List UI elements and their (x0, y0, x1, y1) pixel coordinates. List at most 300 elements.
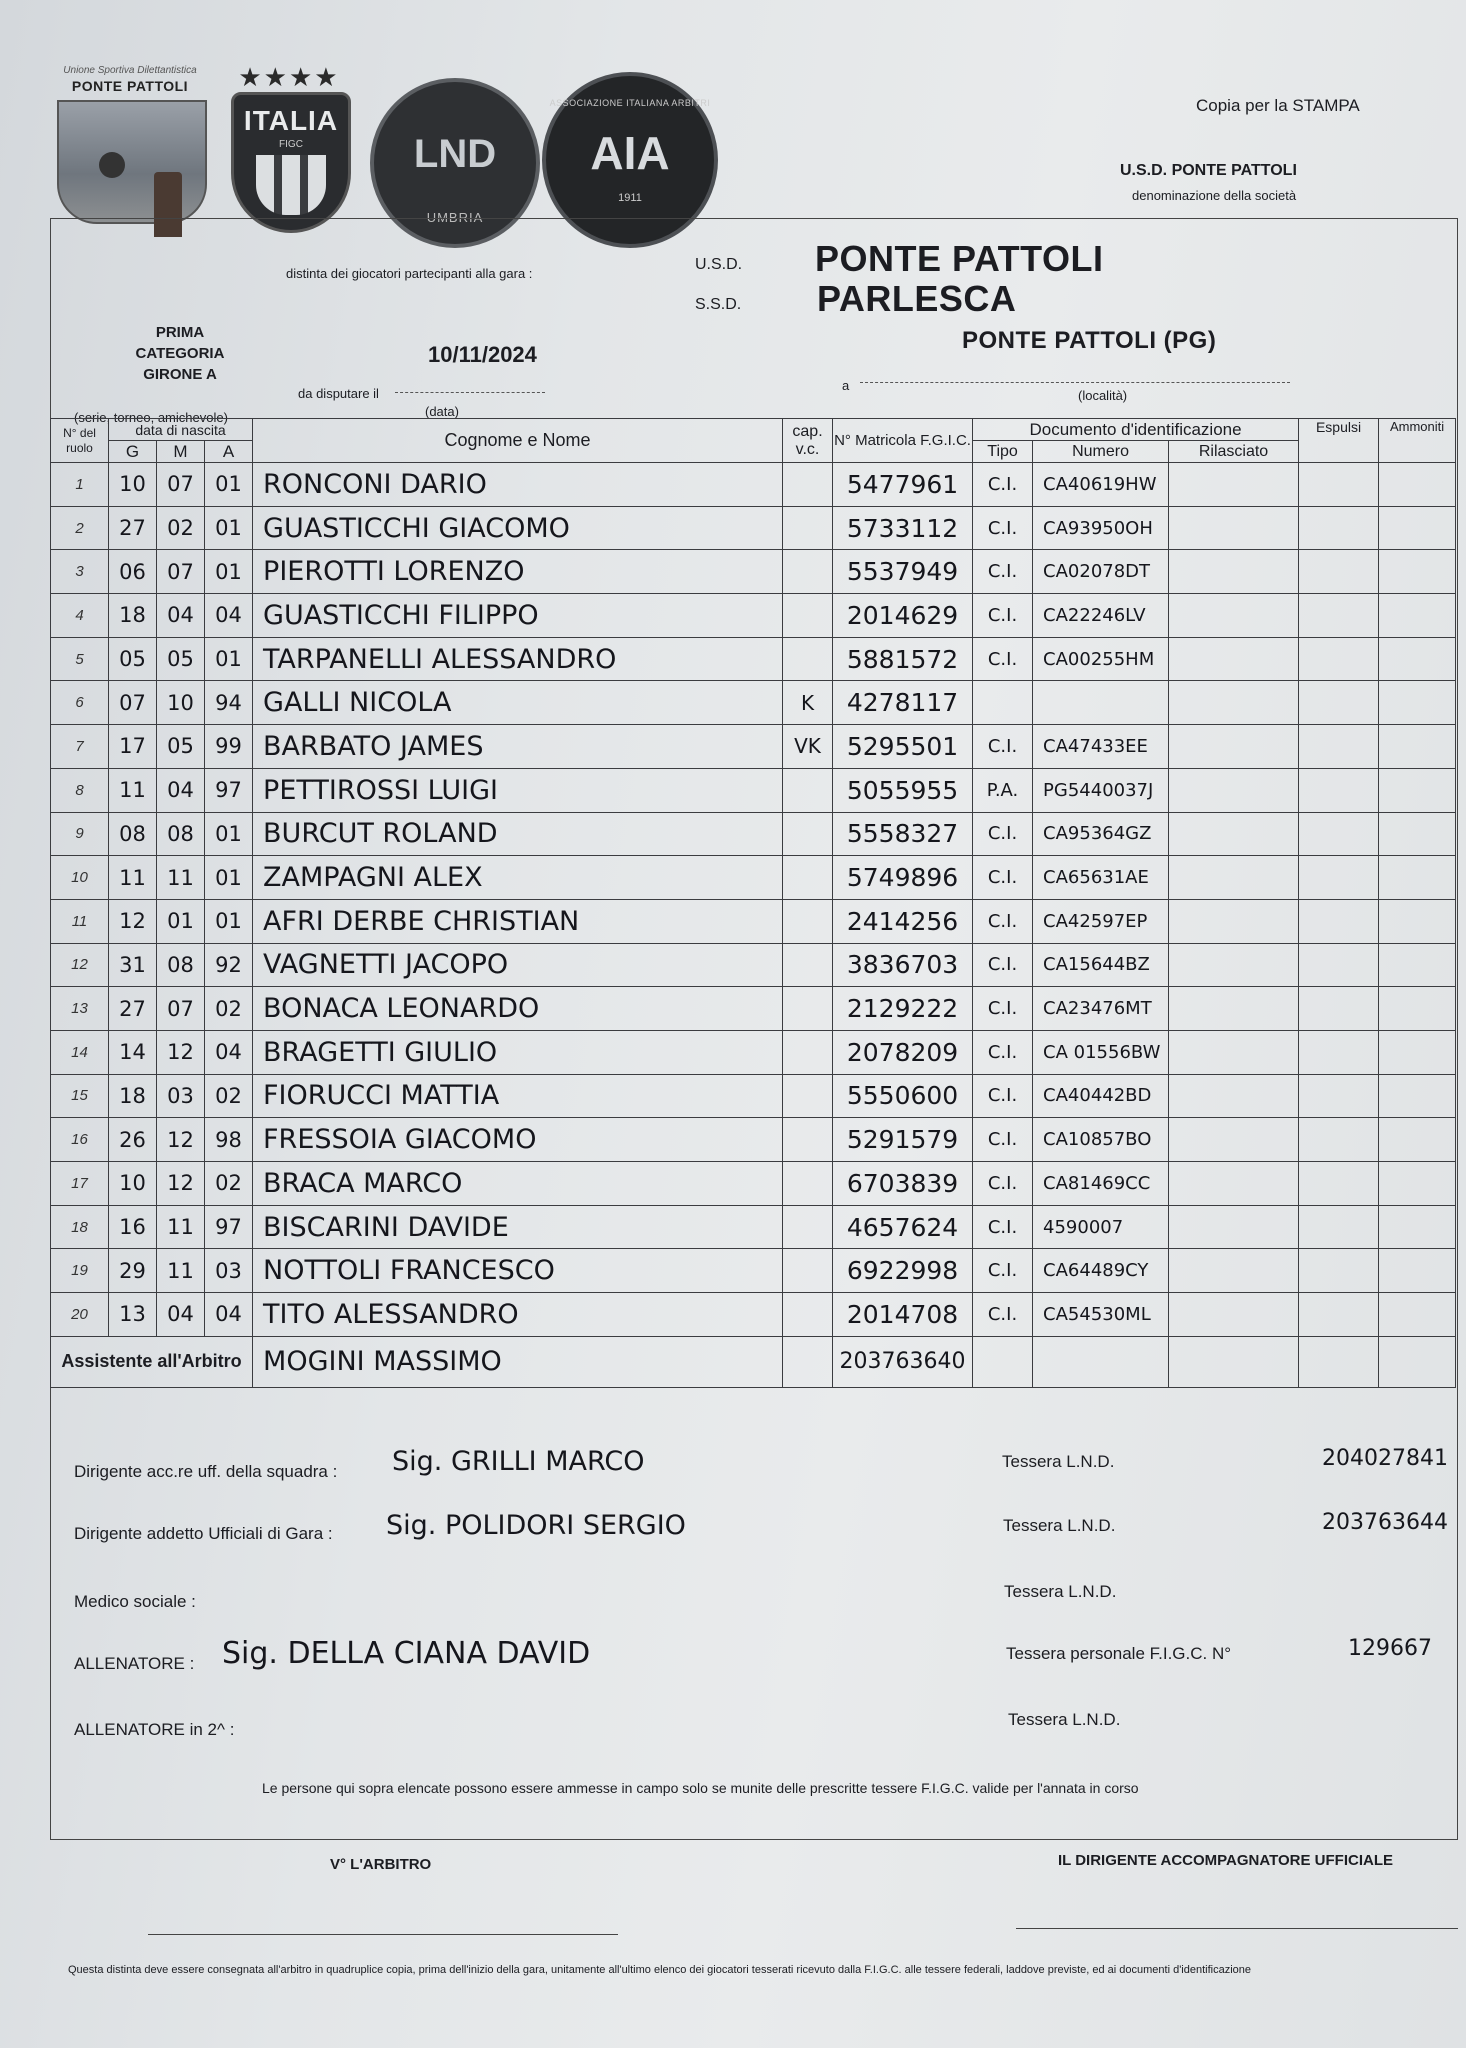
captain-mark: K (783, 681, 833, 725)
player-number: 7 (51, 725, 109, 769)
birth-month: 05 (157, 725, 205, 769)
birth-month: 07 (157, 550, 205, 594)
birth-month: 07 (157, 463, 205, 507)
rilasciato-cell (1169, 1030, 1299, 1074)
rilasciato-cell (1169, 943, 1299, 987)
table-row (51, 681, 1456, 725)
captain-mark (783, 943, 833, 987)
society-name: U.S.D. PONTE PATTOLI (1120, 162, 1297, 179)
player-name: BISCARINI DAVIDE (253, 1205, 783, 1249)
doc-type: C.I. (973, 1162, 1033, 1206)
birth-year: 04 (205, 1030, 253, 1074)
assistant-label: Assistente all'Arbitro (51, 1336, 253, 1387)
birth-year: 99 (205, 725, 253, 769)
matricola: 5537949 (833, 550, 973, 594)
matricola: 5881572 (833, 637, 973, 681)
player-number: 14 (51, 1030, 109, 1074)
col-header-numero: Numero (1033, 441, 1169, 463)
rilasciato-cell (1169, 725, 1299, 769)
doc-number: 4590007 (1033, 1205, 1169, 1249)
col-header-m: M (157, 441, 205, 463)
home-team: PONTE PATTOLI (815, 238, 1104, 279)
espulsi-cell (1299, 1074, 1379, 1118)
birth-year: 01 (205, 856, 253, 900)
player-name: VAGNETTI JACOPO (253, 943, 783, 987)
col-header-num: N° del ruolo (51, 419, 109, 463)
birth-month: 12 (157, 1030, 205, 1074)
matricola: 5749896 (833, 856, 973, 900)
matricola: 5295501 (833, 725, 973, 769)
birth-day: 06 (109, 550, 157, 594)
arbitro-signature-line (148, 1934, 618, 1935)
birth-month: 11 (157, 856, 205, 900)
doc-type: P.A. (973, 768, 1033, 812)
matricola: 2078209 (833, 1030, 973, 1074)
distinta-label: distinta dei giocatori partecipanti alla gara : (286, 266, 533, 281)
allenatore2-label: ALLENATORE in 2^ : (74, 1720, 235, 1739)
table-row (51, 506, 1456, 550)
birth-day: 27 (109, 506, 157, 550)
doc-type: C.I. (973, 1205, 1033, 1249)
player-number: 12 (51, 943, 109, 987)
a-label: a (842, 378, 850, 393)
player-name: TITO ALESSANDRO (253, 1293, 783, 1337)
captain-mark (783, 550, 833, 594)
player-number: 3 (51, 550, 109, 594)
lnd-logo-text: LND (413, 132, 497, 176)
matricola: 5291579 (833, 1118, 973, 1162)
doc-type: C.I. (973, 1030, 1033, 1074)
rilasciato-cell (1169, 1162, 1299, 1206)
matricola: 2014629 (833, 594, 973, 638)
club-logo-picture (57, 100, 207, 224)
allenatore2-tessera-label: Tessera L.N.D. (1008, 1710, 1121, 1729)
player-name: BURCUT ROLAND (253, 812, 783, 856)
col-header-ammoniti: Ammoniti (1379, 419, 1456, 463)
rilasciato-cell (1169, 506, 1299, 550)
birth-month: 08 (157, 943, 205, 987)
allenatore-tessera-label: Tessera personale F.I.G.C. N° (1006, 1644, 1232, 1663)
club-logo-line1: Unione Sportiva Dilettantistica (63, 65, 197, 76)
copy-label: Copia per la STAMPA (1196, 96, 1360, 115)
addetto-tessera: 203763644 (1322, 1510, 1448, 1535)
ammoniti-cell (1379, 550, 1456, 594)
doc-type: C.I. (973, 637, 1033, 681)
doc-number (1033, 681, 1169, 725)
col-header-g: G (109, 441, 157, 463)
table-row (51, 943, 1456, 987)
away-team: PARLESCA (817, 278, 1017, 319)
captain-mark (783, 463, 833, 507)
serie-label: (serie, torneo, amichevole) (74, 410, 228, 425)
addetto-tessera-label: Tessera L.N.D. (1003, 1516, 1116, 1535)
player-name: RONCONI DARIO (253, 463, 783, 507)
rilasciato-cell (1169, 637, 1299, 681)
birth-year: 94 (205, 681, 253, 725)
espulsi-cell (1299, 812, 1379, 856)
player-number: 15 (51, 1074, 109, 1118)
ammoniti-cell (1379, 768, 1456, 812)
ammoniti-cell (1379, 725, 1456, 769)
player-number: 18 (51, 1205, 109, 1249)
ammoniti-cell (1379, 1162, 1456, 1206)
birth-day: 17 (109, 725, 157, 769)
col-header-nome: Cognome e Nome (253, 419, 783, 463)
espulsi-cell (1299, 1293, 1379, 1337)
matricola: 5733112 (833, 506, 973, 550)
doc-number: CA81469CC (1033, 1162, 1169, 1206)
player-name: GALLI NICOLA (253, 681, 783, 725)
birth-year: 03 (205, 1249, 253, 1293)
player-number: 11 (51, 899, 109, 943)
doc-number: CA 01556BW (1033, 1030, 1169, 1074)
player-number: 17 (51, 1162, 109, 1206)
espulsi-cell (1299, 725, 1379, 769)
player-name: FIORUCCI MATTIA (253, 1074, 783, 1118)
birth-month: 03 (157, 1074, 205, 1118)
birth-year: 01 (205, 550, 253, 594)
doc-type: C.I. (973, 899, 1033, 943)
rilasciato-cell (1169, 463, 1299, 507)
birth-month: 04 (157, 594, 205, 638)
ammoniti-cell (1379, 943, 1456, 987)
medico-tessera-label: Tessera L.N.D. (1004, 1582, 1117, 1601)
player-number: 20 (51, 1293, 109, 1337)
rilasciato-cell (1169, 681, 1299, 725)
dirigente-signature-label: IL DIRIGENTE ACCOMPAGNATORE UFFICIALE (1058, 1852, 1394, 1869)
col-header-espulsi: Espulsi (1299, 419, 1379, 463)
doc-type: C.I. (973, 987, 1033, 1031)
match-location: PONTE PATTOLI (PG) (962, 327, 1217, 354)
table-row (51, 637, 1456, 681)
table-header-row1 (51, 419, 1456, 441)
col-header-tipo: Tipo (973, 441, 1033, 463)
footer-text: Questa distinta deve essere consegnata all'arbitro in quadruplice copia, prima dell'inizio della gara, unitamente all'ultimo elenco dei giocatori tesserati ricevuto dalla F.I.G.C. alle tessere federali, laddove previste, ed ai documenti d'identificazione (68, 1964, 1251, 1976)
aia-logo-year: 1911 (618, 192, 642, 204)
captain-mark (783, 1030, 833, 1074)
club-logo (55, 65, 205, 240)
player-number: 5 (51, 637, 109, 681)
doc-number: CA64489CY (1033, 1249, 1169, 1293)
captain-mark (783, 812, 833, 856)
player-name: GUASTICCHI FILIPPO (253, 594, 783, 638)
player-name: BARBATO JAMES (253, 725, 783, 769)
italia-figc-logo (225, 62, 353, 232)
player-number: 19 (51, 1249, 109, 1293)
italia-logo-text: ITALIA (243, 105, 339, 136)
birth-day: 18 (109, 594, 157, 638)
ammoniti-cell (1379, 1249, 1456, 1293)
table-row (51, 768, 1456, 812)
rilasciato-cell (1169, 856, 1299, 900)
birth-month: 10 (157, 681, 205, 725)
birth-year: 04 (205, 1293, 253, 1337)
espulsi-cell (1299, 899, 1379, 943)
espulsi-cell (1299, 1249, 1379, 1293)
captain-mark (783, 856, 833, 900)
captain-mark (783, 1118, 833, 1162)
allenatore-label: ALLENATORE : (74, 1654, 195, 1673)
table-row (51, 1293, 1456, 1337)
captain-mark (783, 594, 833, 638)
doc-number: CA54530ML (1033, 1293, 1169, 1337)
doc-type: C.I. (973, 725, 1033, 769)
player-number: 10 (51, 856, 109, 900)
doc-number: CA40442BD (1033, 1074, 1169, 1118)
player-name: BRAGETTI GIULIO (253, 1030, 783, 1074)
table-row (51, 725, 1456, 769)
ammoniti-cell (1379, 899, 1456, 943)
captain-mark: VK (783, 725, 833, 769)
captain-mark (783, 1162, 833, 1206)
ammoniti-cell (1379, 463, 1456, 507)
birth-year: 02 (205, 1074, 253, 1118)
ammoniti-cell (1379, 681, 1456, 725)
ammoniti-cell (1379, 1293, 1456, 1337)
captain-mark (783, 987, 833, 1031)
dirigente-tessera-label: Tessera L.N.D. (1002, 1452, 1115, 1471)
birth-year: 01 (205, 812, 253, 856)
birth-day: 16 (109, 1205, 157, 1249)
birth-month: 04 (157, 1293, 205, 1337)
espulsi-cell (1299, 637, 1379, 681)
captain-mark (783, 506, 833, 550)
captain-mark (783, 1205, 833, 1249)
player-number: 8 (51, 768, 109, 812)
player-name: GUASTICCHI GIACOMO (253, 506, 783, 550)
doc-number: CA23476MT (1033, 987, 1169, 1031)
espulsi-cell (1299, 1162, 1379, 1206)
table-row (51, 1249, 1456, 1293)
arbitro-signature-label: V° L'ARBITRO (330, 1856, 432, 1873)
shield-icon (231, 92, 351, 233)
players-table (50, 418, 1456, 1388)
doc-type: C.I. (973, 1118, 1033, 1162)
col-header-documento: Documento d'identificazione (973, 419, 1299, 441)
ammoniti-cell (1379, 637, 1456, 681)
birth-year: 01 (205, 899, 253, 943)
matricola: 4278117 (833, 681, 973, 725)
assistant-matricola: 203763640 (833, 1336, 973, 1387)
player-name: ZAMPAGNI ALEX (253, 856, 783, 900)
col-header-a: A (205, 441, 253, 463)
match-date: 10/11/2024 (428, 342, 537, 367)
allenatore-tessera: 129667 (1348, 1636, 1432, 1661)
table-row (51, 1118, 1456, 1162)
doc-number: CA95364GZ (1033, 812, 1169, 856)
da-disputare-label: da disputare il (298, 386, 379, 401)
col-header-data-nascita: data di nascita (109, 419, 253, 441)
birth-day: 10 (109, 1162, 157, 1206)
matricola: 4657624 (833, 1205, 973, 1249)
doc-type: C.I. (973, 1293, 1033, 1337)
player-number: 13 (51, 987, 109, 1031)
captain-mark (783, 768, 833, 812)
notice-text: Le persone qui sopra elencate possono essere ammesse in campo solo se munite delle prescritte tessere F.I.G.C. valide per l'annata in corso (262, 1780, 1139, 1796)
assistant-name: MOGINI MASSIMO (253, 1336, 783, 1387)
birth-year: 98 (205, 1118, 253, 1162)
player-number: 16 (51, 1118, 109, 1162)
table-row (51, 899, 1456, 943)
birth-day: 31 (109, 943, 157, 987)
espulsi-cell (1299, 506, 1379, 550)
player-number: 2 (51, 506, 109, 550)
table-row (51, 812, 1456, 856)
dirigente-tessera: 204027841 (1322, 1446, 1448, 1471)
doc-type (973, 681, 1033, 725)
birth-day: 12 (109, 899, 157, 943)
society-label: denominazione della società (1132, 188, 1297, 203)
birth-month: 04 (157, 768, 205, 812)
rilasciato-cell (1169, 987, 1299, 1031)
club-logo-line2: PONTE PATTOLI (71, 78, 189, 94)
ammoniti-cell (1379, 1030, 1456, 1074)
birth-month: 11 (157, 1205, 205, 1249)
rilasciato-cell (1169, 1293, 1299, 1337)
table-row (51, 1162, 1456, 1206)
birth-month: 07 (157, 987, 205, 1031)
ammoniti-cell (1379, 856, 1456, 900)
ammoniti-cell (1379, 594, 1456, 638)
birth-month: 12 (157, 1118, 205, 1162)
birth-day: 10 (109, 463, 157, 507)
rilasciato-cell (1169, 812, 1299, 856)
stars-icon: ★★★★ (238, 62, 340, 92)
doc-number: CA00255HM (1033, 637, 1169, 681)
birth-year: 01 (205, 637, 253, 681)
table-row (51, 463, 1456, 507)
birth-year: 97 (205, 768, 253, 812)
aia-logo-text: AIA (590, 127, 670, 179)
birth-day: 13 (109, 1293, 157, 1337)
captain-mark (783, 637, 833, 681)
rilasciato-cell (1169, 1205, 1299, 1249)
rilasciato-cell (1169, 768, 1299, 812)
doc-number: CA93950OH (1033, 506, 1169, 550)
player-name: BRACA MARCO (253, 1162, 783, 1206)
birth-day: 29 (109, 1249, 157, 1293)
birth-year: 02 (205, 1162, 253, 1206)
ssd-label: S.S.D. (695, 296, 742, 313)
espulsi-cell (1299, 1205, 1379, 1249)
birth-year: 01 (205, 463, 253, 507)
localita-label: (località) (1078, 388, 1128, 403)
ammoniti-cell (1379, 506, 1456, 550)
col-header-matricola: N° Matricola F.G.I.C. (833, 419, 973, 463)
doc-number: CA02078DT (1033, 550, 1169, 594)
rilasciato-cell (1169, 594, 1299, 638)
player-name: NOTTOLI FRANCESCO (253, 1249, 783, 1293)
figc-logo-text: FIGC (279, 139, 303, 150)
ammoniti-cell (1379, 1074, 1456, 1118)
espulsi-cell (1299, 856, 1379, 900)
birth-month: 12 (157, 1162, 205, 1206)
doc-number: CA22246LV (1033, 594, 1169, 638)
birth-year: 97 (205, 1205, 253, 1249)
player-name: PETTIROSSI LUIGI (253, 768, 783, 812)
doc-type: C.I. (973, 1074, 1033, 1118)
aia-ring-text: ASSOCIAZIONE ITALIANA ARBITRI (549, 98, 711, 108)
dirigente-signature-line (1016, 1928, 1458, 1929)
doc-number: CA40619HW (1033, 463, 1169, 507)
birth-day: 18 (109, 1074, 157, 1118)
doc-type: C.I. (973, 594, 1033, 638)
table-row (51, 1030, 1456, 1074)
birth-year: 92 (205, 943, 253, 987)
matricola: 2014708 (833, 1293, 973, 1337)
doc-number: CA10857BO (1033, 1118, 1169, 1162)
espulsi-cell (1299, 594, 1379, 638)
matricola: 5550600 (833, 1074, 973, 1118)
matricola: 2414256 (833, 899, 973, 943)
table-row (51, 1205, 1456, 1249)
data-label: (data) (425, 404, 459, 419)
doc-type: C.I. (973, 856, 1033, 900)
table-row (51, 1074, 1456, 1118)
doc-number: CA65631AE (1033, 856, 1169, 900)
doc-type: C.I. (973, 812, 1033, 856)
birth-day: 14 (109, 1030, 157, 1074)
birth-day: 27 (109, 987, 157, 1031)
espulsi-cell (1299, 987, 1379, 1031)
espulsi-cell (1299, 463, 1379, 507)
captain-mark (783, 1293, 833, 1337)
player-name: TARPANELLI ALESSANDRO (253, 637, 783, 681)
captain-mark (783, 899, 833, 943)
allenatore-name: Sig. DELLA CIANA DAVID (222, 1636, 591, 1671)
rilasciato-cell (1169, 550, 1299, 594)
ammoniti-cell (1379, 1118, 1456, 1162)
matricola: 3836703 (833, 943, 973, 987)
birth-day: 05 (109, 637, 157, 681)
doc-type: C.I. (973, 506, 1033, 550)
table-row (51, 594, 1456, 638)
birth-month: 02 (157, 506, 205, 550)
doc-type: C.I. (973, 550, 1033, 594)
medico-label: Medico sociale : (74, 1592, 196, 1611)
ammoniti-cell (1379, 1205, 1456, 1249)
assistant-row (51, 1336, 1456, 1387)
col-header-cap: cap. v.c. (783, 419, 833, 463)
matricola: 6922998 (833, 1249, 973, 1293)
dirigente-name: Sig. GRILLI MARCO (392, 1446, 645, 1477)
doc-number: CA42597EP (1033, 899, 1169, 943)
birth-year: 02 (205, 987, 253, 1031)
rilasciato-cell (1169, 1249, 1299, 1293)
birth-month: 01 (157, 899, 205, 943)
birth-month: 11 (157, 1249, 205, 1293)
birth-day: 26 (109, 1118, 157, 1162)
doc-number: CA15644BZ (1033, 943, 1169, 987)
espulsi-cell (1299, 943, 1379, 987)
captain-mark (783, 1074, 833, 1118)
footballer-icon (99, 152, 125, 178)
birth-month: 05 (157, 637, 205, 681)
espulsi-cell (1299, 550, 1379, 594)
player-name: FRESSOIA GIACOMO (253, 1118, 783, 1162)
doc-type: C.I. (973, 1249, 1033, 1293)
espulsi-cell (1299, 681, 1379, 725)
doc-number: PG5440037J (1033, 768, 1169, 812)
doc-type: C.I. (973, 943, 1033, 987)
birth-year: 04 (205, 594, 253, 638)
rilasciato-cell (1169, 1118, 1299, 1162)
dirigente-label: Dirigente acc.re uff. della squadra : (74, 1462, 338, 1481)
categoria: PRIMA CATEGORIA GIRONE A (135, 324, 225, 383)
espulsi-cell (1299, 768, 1379, 812)
table-row (51, 987, 1456, 1031)
matricola: 5055955 (833, 768, 973, 812)
